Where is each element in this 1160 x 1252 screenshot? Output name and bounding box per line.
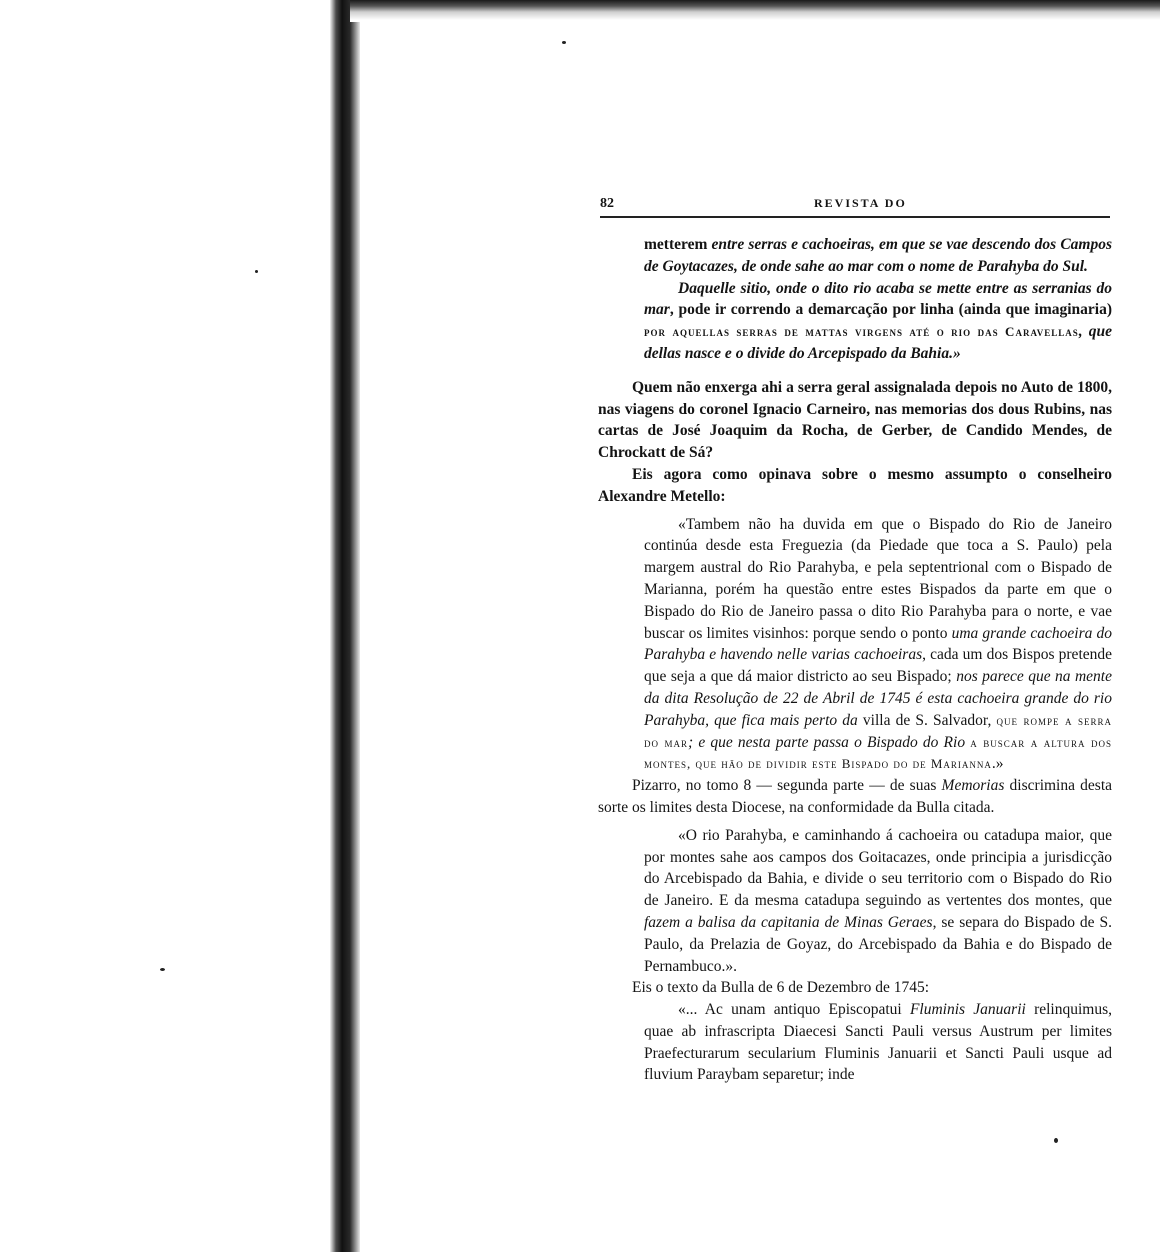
page-number: 82 — [600, 196, 614, 211]
quote-text: «O rio Parahyba, e caminhando á cachoeira ou catadupa maior, que por montes sahe aos campos dos Goitacazes, onde principia a jurisdicção do Arcebispado da Bahia, e divide o seu territorio com o Bispado do Rio de Janeiro. E da mesma catadupa seguindo as vertentes dos montes, que — [644, 826, 1112, 910]
quote-text: Fluminis Januarii — [909, 1001, 1026, 1019]
quote-text: , cada um dos Bispos pretende que seja a que dá maior districto ao seu Bispado; — [644, 646, 1113, 686]
quote-text: metterem — [644, 236, 708, 253]
quote-text: a buscar a altura dos montes, que hão de dividir este Bispado do de Marianna — [644, 734, 1112, 772]
quote-paragraph — [598, 234, 1112, 278]
body-text: discrimina desta sorte os limites desta Diocese, na conformidade da Bulla citada. — [598, 777, 1113, 816]
book-spine-shadow — [330, 0, 360, 1252]
quote-text: fazem a balisa da capitania de Minas Geraes — [644, 913, 933, 931]
body-paragraph — [598, 775, 1112, 819]
page-top-edge-shadow — [350, 0, 1160, 22]
quote-text: por aquellas serras de mattas virgens até o rio das Caravellas — [644, 324, 1079, 340]
quote-text: .» — [991, 755, 1004, 773]
quote-text: villa de S. Salvador, — [857, 711, 997, 729]
quote-paragraph — [598, 514, 1112, 776]
body-text: Pizarro, no tomo 8 — segunda parte — de suas — [632, 777, 942, 795]
page-header — [600, 196, 1110, 212]
quote-text: Daquelle sitio, onde o dito rio acaba se mette entre as serranias do mar — [644, 279, 1112, 319]
quote-paragraph — [598, 999, 1112, 1086]
scan-speck — [255, 270, 258, 273]
body-text: Memorias — [941, 777, 1005, 795]
scan-speck — [160, 968, 165, 971]
page-body — [598, 234, 1112, 1086]
quote-text: ; e que nesta parte passa o Bispado do Rio — [688, 733, 971, 751]
scan-speck — [1054, 1138, 1058, 1143]
quote-text: relinquimus, quae ab infrascripta Diaecesi Sancti Pauli versus Austrum per limites Praefecturarum secularium Fluminis Januarii et Sancti Pauli usque ad fluvium Paraybam separetur; inde — [644, 1001, 1112, 1084]
running-head: REVISTA DO — [814, 196, 907, 210]
header-rule — [600, 216, 1110, 218]
quote-text: que rompe a serra do mar — [644, 712, 1112, 750]
body-paragraph: Eis o texto da Bulla de 6 de Dezembro de 1745: — [632, 979, 930, 997]
scan-speck — [562, 41, 566, 44]
body-paragraph: Quem não enxerga ahi a serra geral assignalada depois no Auto de 1800, nas viagens do coronel Ignacio Carneiro, nas memorias dos dous Rubins, nas cartas de José Joaquim da Rocha, de Gerber, de Candido Mendes, de Chrockatt de Sá? — [598, 378, 1112, 462]
quote-text: , que dellas nasce e o divide do Arcepispado da Bahia.» — [644, 323, 1112, 362]
quote-paragraph — [598, 278, 1112, 365]
quote-text: nos parece que na mente da dita Resolução de 22 de Abril de 1745 é esta cachoeira grande do rio Parahyba, que fica mais perto da — [644, 668, 1112, 729]
quote-text: «... Ac unam antiquo Episcopatui — [678, 1001, 910, 1019]
quote-text: , se separa do Bispado de S. Paulo, da Prelazia de Goyaz, do Arcebispado da Bahia e do Bispado de Pernambuco.». — [644, 913, 1112, 975]
quote-text: «Tambem não ha duvida em que o Bispado do Rio de Janeiro continúa desde esta Freguezia (da Piedade que toca a S. Paulo) pela margem austral do Rio Parahyba, e pela septentrional com o Bispado de Marianna, porém ha questão entre estes Bispados da parte em que o Bispado do Rio de Janeiro passa o dito Rio Parahyba para o norte, e vae buscar os limites visinhos: porque sendo o ponto — [644, 515, 1112, 642]
quote-text: uma grande cachoeira do Parahyba e havendo nelle varias cachoeiras — [644, 624, 1112, 664]
body-paragraph: Eis agora como opinava sobre o mesmo assumpto o conselheiro Alexandre Metello: — [598, 465, 1112, 505]
quote-text: , pode ir correndo a demarcação por linha (ainda que imaginaria) — [669, 301, 1112, 319]
quote-text: entre serras e cachoeiras, em que se vae descendo dos Campos de Goytacazes, de onde sahe ao mar com o nome de Parahyba do Sul. — [644, 236, 1112, 275]
quote-paragraph — [598, 825, 1112, 978]
